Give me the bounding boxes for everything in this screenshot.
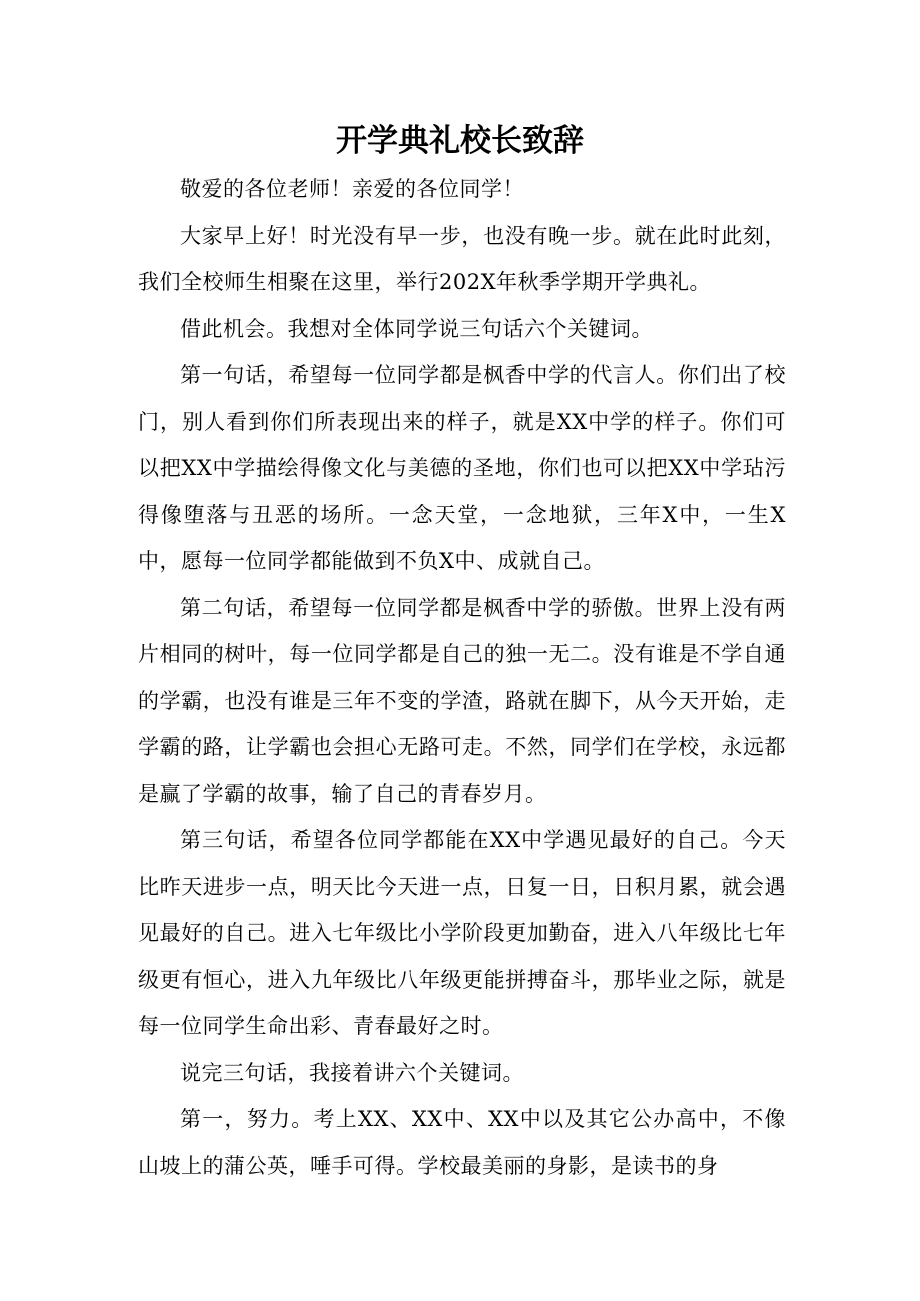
paragraph-intro: 借此机会。我想对全体同学说三句话六个关键词。 xyxy=(180,316,653,341)
paragraph-first-sentence: 第一句话，希望每一位同学都是枫香中学的代言人。你们出了校门，别人看到你们所表现出来的样子，就是XX中学的样子。你们可以把XX中学描绘得像文化与美德的圣地，你们也可以把XX中学玷污得像堕落与丑恶的场所。一念天堂，一念地狱，三年X中，一生X中，愿每一位同学都能做到不负X中、成就自己。 xyxy=(138,363,786,573)
paragraph-keywords-intro: 说完三句话，我接着讲六个关键词。 xyxy=(180,1060,524,1085)
paragraph-keyword-effort: 第一，努力。考上XX、XX中、XX中以及其它公办高中，不像山坡上的蒲公英，唾手可得。学校最美丽的身影，是读书的身 xyxy=(138,1107,786,1178)
paragraph-salutation: 敬爱的各位老师！亲爱的各位同学！ xyxy=(180,177,524,201)
document-body xyxy=(138,166,786,1189)
document-title: 开学典礼校长致辞 xyxy=(336,123,584,159)
paragraph-greeting: 大家早上好！时光没有早一步，也没有晚一步。就在此时此刻，我们全校师生相聚在这里，举行202X年秋季学期开学典礼。 xyxy=(138,223,786,294)
paragraph-third-sentence: 第三句话，希望各位同学都能在XX中学遇见最好的自己。今天比昨天进步一点，明天比今天进一点，日复一日，日积月累，就会遇见最好的自己。进入七年级比小学阶段更加勤奋，进入八年级比七年级更有恒心，进入九年级比八年级更能拼搏奋斗，那毕业之际，就是每一位同学生命出彩、青春最好之时。 xyxy=(138,828,786,1038)
paragraph-second-sentence: 第二句话，希望每一位同学都是枫香中学的骄傲。世界上没有两片相同的树叶，每一位同学都是自己的独一无二。没有谁是不学自通的学霸，也没有谁是三年不变的学渣，路就在脚下，从今天开始，走学霸的路，让学霸也会担心无路可走。不然，同学们在学校，永远都是赢了学霸的故事，输了自己的青春岁月。 xyxy=(138,595,786,806)
